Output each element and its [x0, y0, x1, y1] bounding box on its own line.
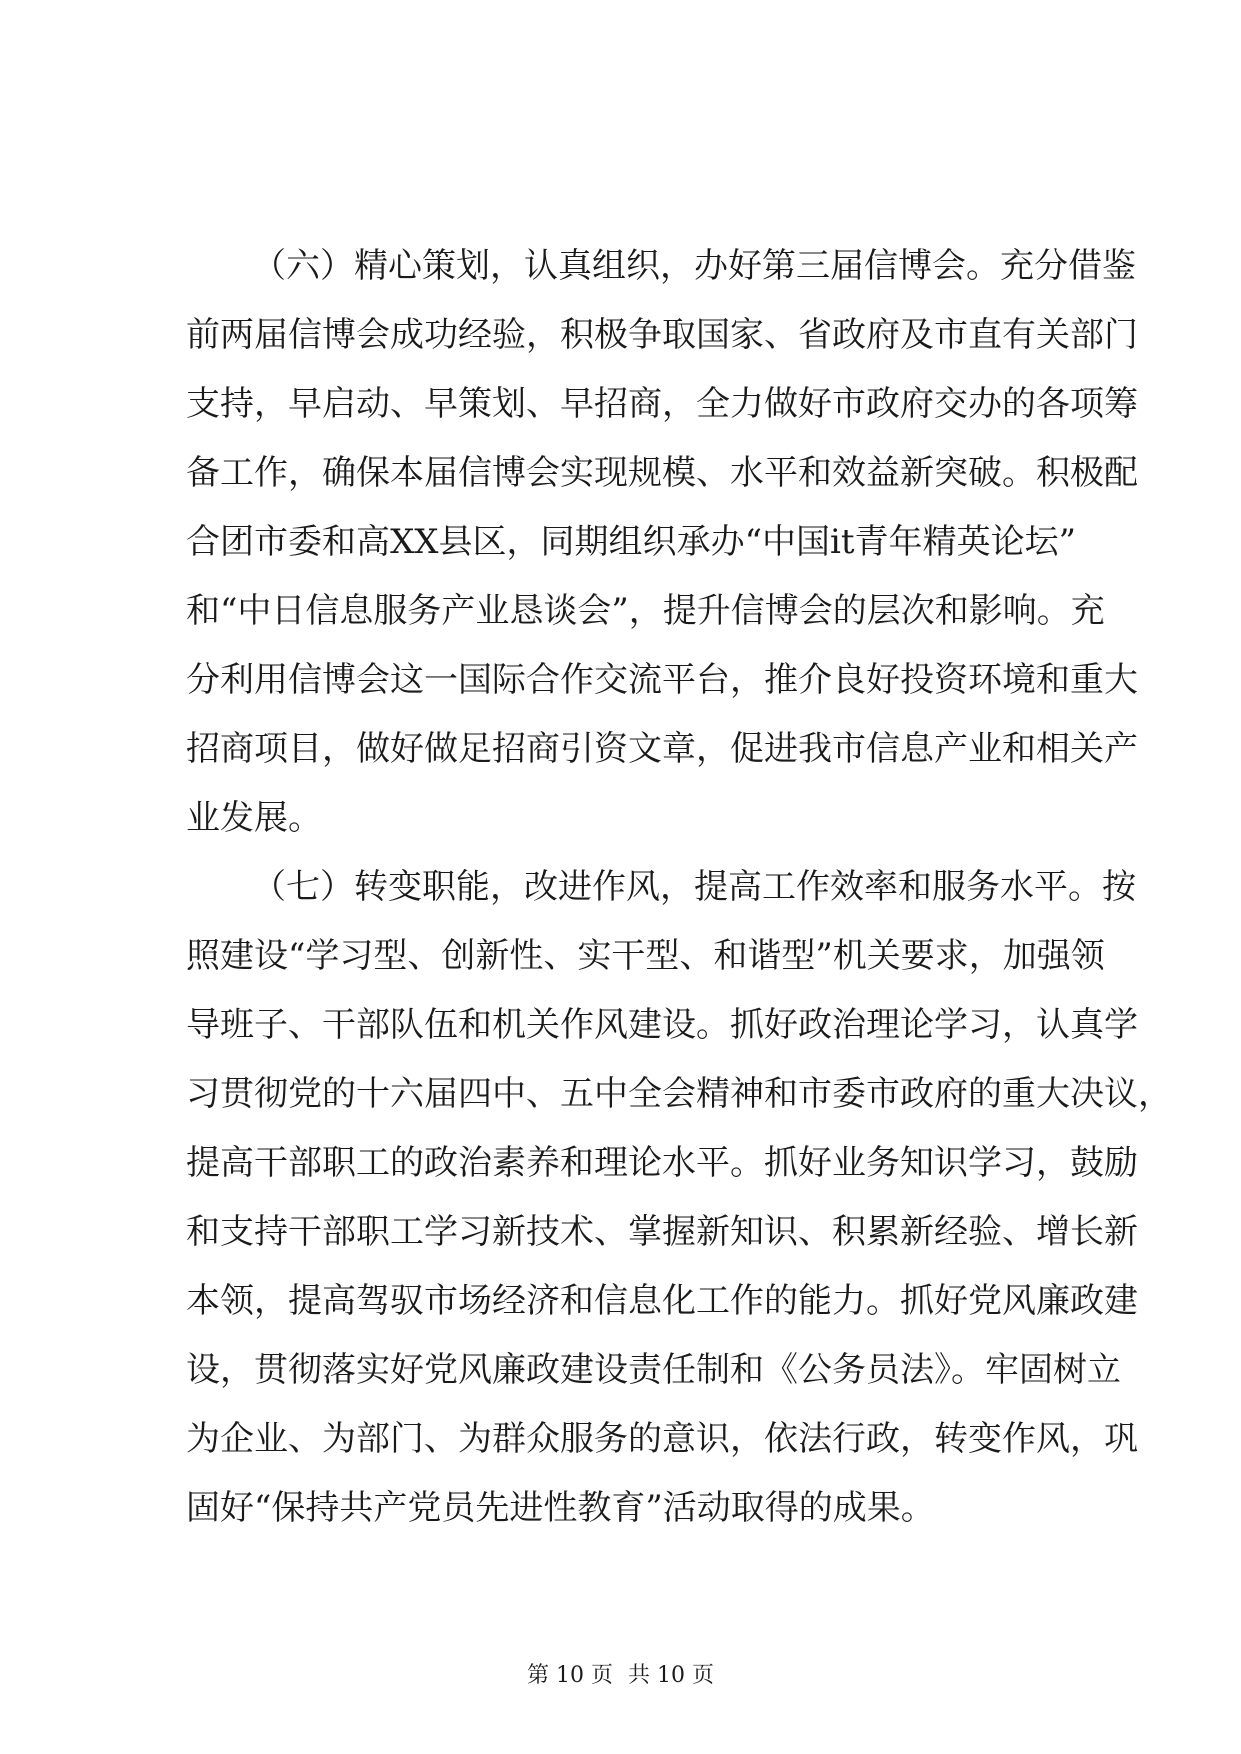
paragraph-6-line-7: 分利用信博会这一国际合作交流平台，推介良好投资环境和重大: [186, 660, 1138, 700]
paragraph-6-line-1: （六）精心策划，认真组织，办好第三届信博会。充分借鉴: [252, 246, 1136, 286]
paragraph-6-line-9: 业发展。: [186, 798, 322, 838]
paragraph-7-line-1: （七）转变职能，改进作风，提高工作效率和服务水平。按: [252, 867, 1136, 907]
document-body: [186, 232, 1172, 1543]
paragraph-7-line-8: 设，贯彻落实好党风廉政建设责任制和《公务员法》。牢固树立: [186, 1350, 1121, 1390]
page-number-label: 第 10 页: [527, 1663, 613, 1688]
paragraph-6-line-4: 备工作，确保本届信博会实现规模、水平和效益新突破。积极配: [186, 453, 1138, 493]
paragraph-6-line-6: 和“中日信息服务产业恳谈会”，提升信博会的层次和影响。充: [186, 591, 1105, 631]
paragraph-7-line-10: 固好“保持共产党员先进性教育”活动取得的成果。: [186, 1488, 935, 1528]
paragraph-7-line-6: 和支持干部职工学习新技术、掌握新知识、积累新经验、增长新: [186, 1212, 1138, 1252]
paragraph-6-line-2: 前两届信博会成功经验，积极争取国家、省政府及市直有关部门: [186, 315, 1138, 355]
paragraph-6-line-3: 支持，早启动、早策划、早招商，全力做好市政府交办的各项筹: [186, 384, 1138, 424]
paragraph-7-line-2: 照建设“学习型、创新性、实干型、和谐型”机关要求，加强领: [186, 936, 1105, 976]
paragraph-7-line-9: 为企业、为部门、为群众服务的意识，依法行政，转变作风，巩: [186, 1419, 1138, 1459]
paragraph-6-line-8: 招商项目，做好做足招商引资文章，促进我市信息产业和相关产: [186, 729, 1138, 769]
paragraph-7-line-7: 本领，提高驾驭市场经济和信息化工作的能力。抓好党风廉政建: [186, 1281, 1138, 1321]
paragraph-7-line-3: 导班子、干部队伍和机关作风建设。抓好政治理论学习，认真学: [186, 1005, 1138, 1045]
page-total-label: 共 10 页: [628, 1663, 714, 1688]
paragraph-7-line-4: 习贯彻党的十六届四中、五中全会精神和市委市政府的重大决议，: [186, 1074, 1172, 1114]
page-footer: [0, 1661, 1241, 1691]
paragraph-6-line-5: 合团市委和高XX县区，同期组织承办“中国it青年精英论坛”: [186, 522, 1076, 562]
paragraph-7-line-5: 提高干部职工的政治素养和理论水平。抓好业务知识学习，鼓励: [186, 1143, 1138, 1183]
